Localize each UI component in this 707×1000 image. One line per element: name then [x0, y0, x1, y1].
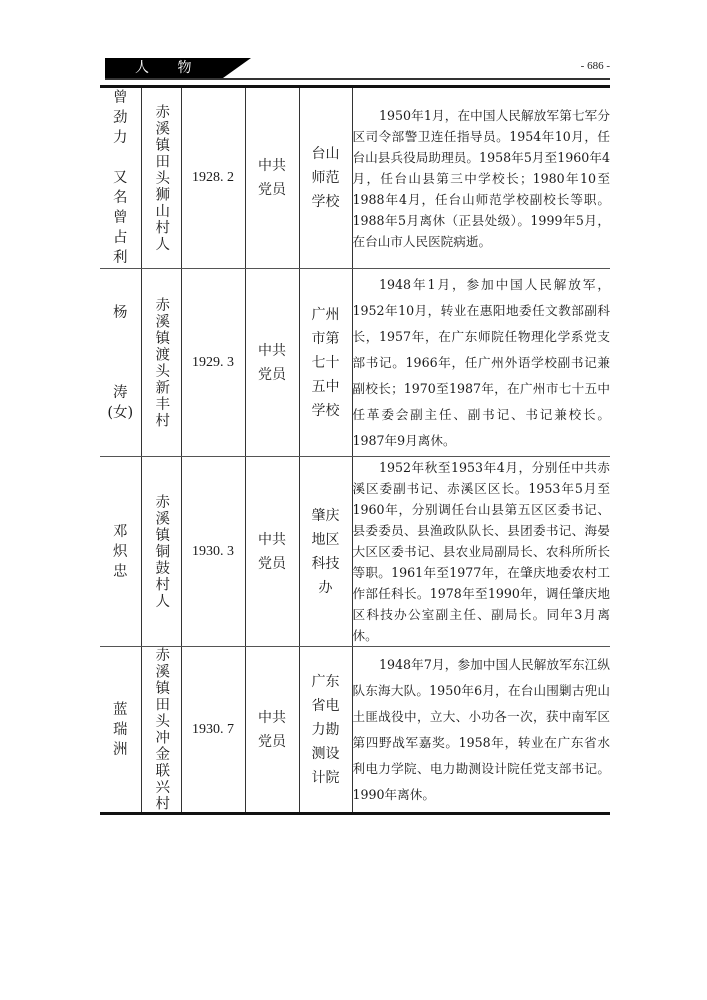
table-row: [100, 647, 610, 814]
hometown: 赤溪镇田头冲金联兴村: [153, 647, 170, 812]
biography-cell: 1950年1月，在中国人民解放军第七军分区司令部警卫连任指导员。1954年10月，任台山县兵役局助理员。1958年5月至1960年4月，任台山县第三中学校长；1980年10至1988年4月，任台山师范学校副校长等职。1988年5月离休（正县处级）。1999年5月，在台山市人民医院病逝。: [352, 87, 610, 269]
work-unit: 广东省电力勘测设计院: [311, 673, 340, 786]
person-name: [100, 522, 141, 582]
person-name: [100, 88, 141, 268]
name-char: [118, 363, 123, 383]
name-cell: [100, 269, 141, 457]
hometown-cell: [141, 87, 181, 269]
header-rule: [105, 78, 610, 80]
biography-cell: 1952年秋至1953年4月，分别任中共赤溪区委副书记、赤溪区区长。1953年5月至1960年，分别调任台山县第五区区委书记、县委委员、县渔政队队长、县团委书记、海晏大区区委书记、县农业局副局长、农科所所长等职。1961年至1977年，在肇庆地委农村工作部任科长。1978年至1990年，调任肇庆地区科技办公室副主任、副局长。同年3月离休。: [352, 457, 610, 647]
name-cell: [100, 87, 141, 269]
unit-cell: [299, 269, 352, 457]
person-name: [100, 700, 141, 760]
party-cell: [245, 457, 299, 647]
name-char: 杨: [113, 304, 128, 321]
birth-cell: 1928. 2: [181, 87, 245, 269]
name-char: 涛: [113, 384, 128, 401]
name-char: 利: [113, 250, 128, 266]
name-char: [118, 148, 123, 168]
work-unit: 台山师范学校: [311, 146, 340, 210]
birth-cell: 1929. 3: [181, 269, 245, 457]
name-char: 炽: [113, 543, 128, 560]
unit-cell: [299, 647, 352, 814]
name-char: 占: [113, 230, 128, 246]
hometown: 赤溪镇田头狮山村人: [153, 103, 170, 253]
person-name: [100, 303, 141, 423]
biography-table: [100, 85, 610, 815]
party-cell: [245, 647, 299, 814]
work-unit: 广州市第七十五中学校: [311, 306, 340, 419]
party-cell: [245, 87, 299, 269]
hometown: 赤溪镇渡头新丰村: [153, 296, 170, 429]
page-number: - 686 -: [580, 60, 610, 72]
name-cell: [100, 647, 141, 814]
name-char: 力: [113, 130, 128, 146]
name-cell: [100, 457, 141, 647]
name-char: 忠: [113, 563, 128, 580]
birth-cell: 1930. 3: [181, 457, 245, 647]
table-row: [100, 457, 610, 647]
hometown: 赤溪镇铜鼓村人: [153, 493, 170, 610]
name-char: [118, 343, 123, 363]
name-char: (女): [107, 404, 134, 421]
name-char: 洲: [113, 741, 128, 758]
unit-cell: [299, 457, 352, 647]
party-cell: [245, 269, 299, 457]
section-title: 人 物: [105, 58, 223, 78]
hometown-cell: [141, 647, 181, 814]
work-unit: 肇庆地区科技办: [311, 507, 340, 596]
name-char: 曾: [113, 90, 128, 106]
name-char: 名: [113, 190, 128, 206]
party-affiliation: 中共党员: [258, 158, 286, 198]
table-row: [100, 269, 610, 457]
page-header: [105, 58, 610, 80]
name-char: 蓝: [113, 701, 128, 718]
name-char: 劲: [113, 110, 128, 126]
party-affiliation: 中共党员: [258, 531, 286, 572]
name-char: [118, 323, 123, 343]
table-row: [100, 87, 610, 269]
name-char: 邓: [113, 523, 128, 540]
party-affiliation: 中共党员: [258, 709, 286, 750]
name-char: 曾: [113, 210, 128, 226]
party-affiliation: 中共党员: [258, 342, 286, 383]
hometown-cell: [141, 269, 181, 457]
hometown-cell: [141, 457, 181, 647]
biography-cell: 1948年1月，参加中国人民解放军，1952年10月，转业在惠阳地委任文教部副科长，1957年，在广东师院任物理化学系党支部书记。1966年，任广州外语学校副书记兼副校长；1970至1987年，在广州市七十五中任革委会副主任、副书记、书记兼校长。1987年9月离休。: [352, 269, 610, 457]
header-slant-decoration: [223, 58, 251, 78]
name-char: 又: [113, 170, 128, 186]
birth-cell: 1930. 7: [181, 647, 245, 814]
name-char: 瑞: [113, 721, 128, 738]
unit-cell: [299, 87, 352, 269]
biography-cell: 1948年7月，参加中国人民解放军东江纵队东海大队。1950年6月，在台山围剿古兜山土匪战役中，立大、小功各一次，获中南军区第四野战军嘉奖。1958年，转业在广东省水利电力学院、电力勘测设计院任党支部书记。1990年离休。: [352, 647, 610, 814]
